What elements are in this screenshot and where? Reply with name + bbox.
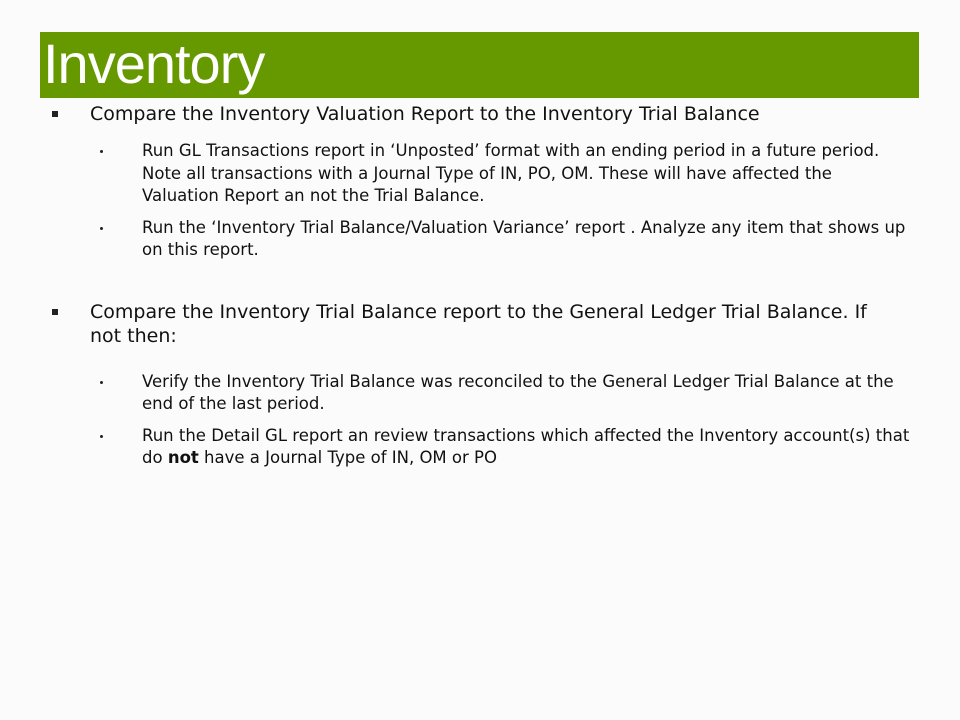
list-item-text: Run GL Transactions report in ‘Unposted’ format with an ending period in a future period. Note all transactions with a Journal Type of IN, PO, OM. These will have affected the Valuation Report an not the Trial Balance.: [142, 141, 880, 205]
list-item: [40, 140, 912, 208]
list-item-text: Verify the Inventory Trial Balance was reconciled to the General Ledger Trial Balance at the end of the last period.: [142, 371, 894, 413]
list-item: [40, 217, 912, 262]
slide-content: [40, 102, 920, 470]
slide-title: Inventory: [43, 32, 265, 95]
square-bullet-icon: [52, 111, 58, 117]
section-heading-text: Compare the Inventory Valuation Report to the Inventory Trial Balance: [90, 103, 760, 125]
title-bar: [40, 32, 919, 98]
list-item-text-bold: not: [167, 448, 199, 467]
dot-bullet-icon: [100, 381, 103, 384]
dot-bullet-icon: [100, 150, 103, 153]
section-heading-text: Compare the Inventory Trial Balance report to the General Ledger Trial Balance. If not then:: [90, 300, 867, 347]
dot-bullet-icon: [100, 227, 103, 230]
list-item: [40, 425, 912, 470]
list-item-text-before: Run the Detail GL report an review transactions which affected the Inventory account(s) that do: [142, 425, 910, 467]
section-heading-1: [40, 102, 870, 126]
square-bullet-icon: [52, 309, 58, 315]
list-item-text-after: have a Journal Type of IN, OM or PO: [198, 448, 497, 467]
section-heading-2: [40, 300, 870, 348]
dot-bullet-icon: [100, 435, 103, 438]
list-item: [40, 371, 912, 416]
list-item-text: Run the ‘Inventory Trial Balance/Valuation Variance’ report . Analyze any item that shows up on this report.: [142, 217, 906, 259]
